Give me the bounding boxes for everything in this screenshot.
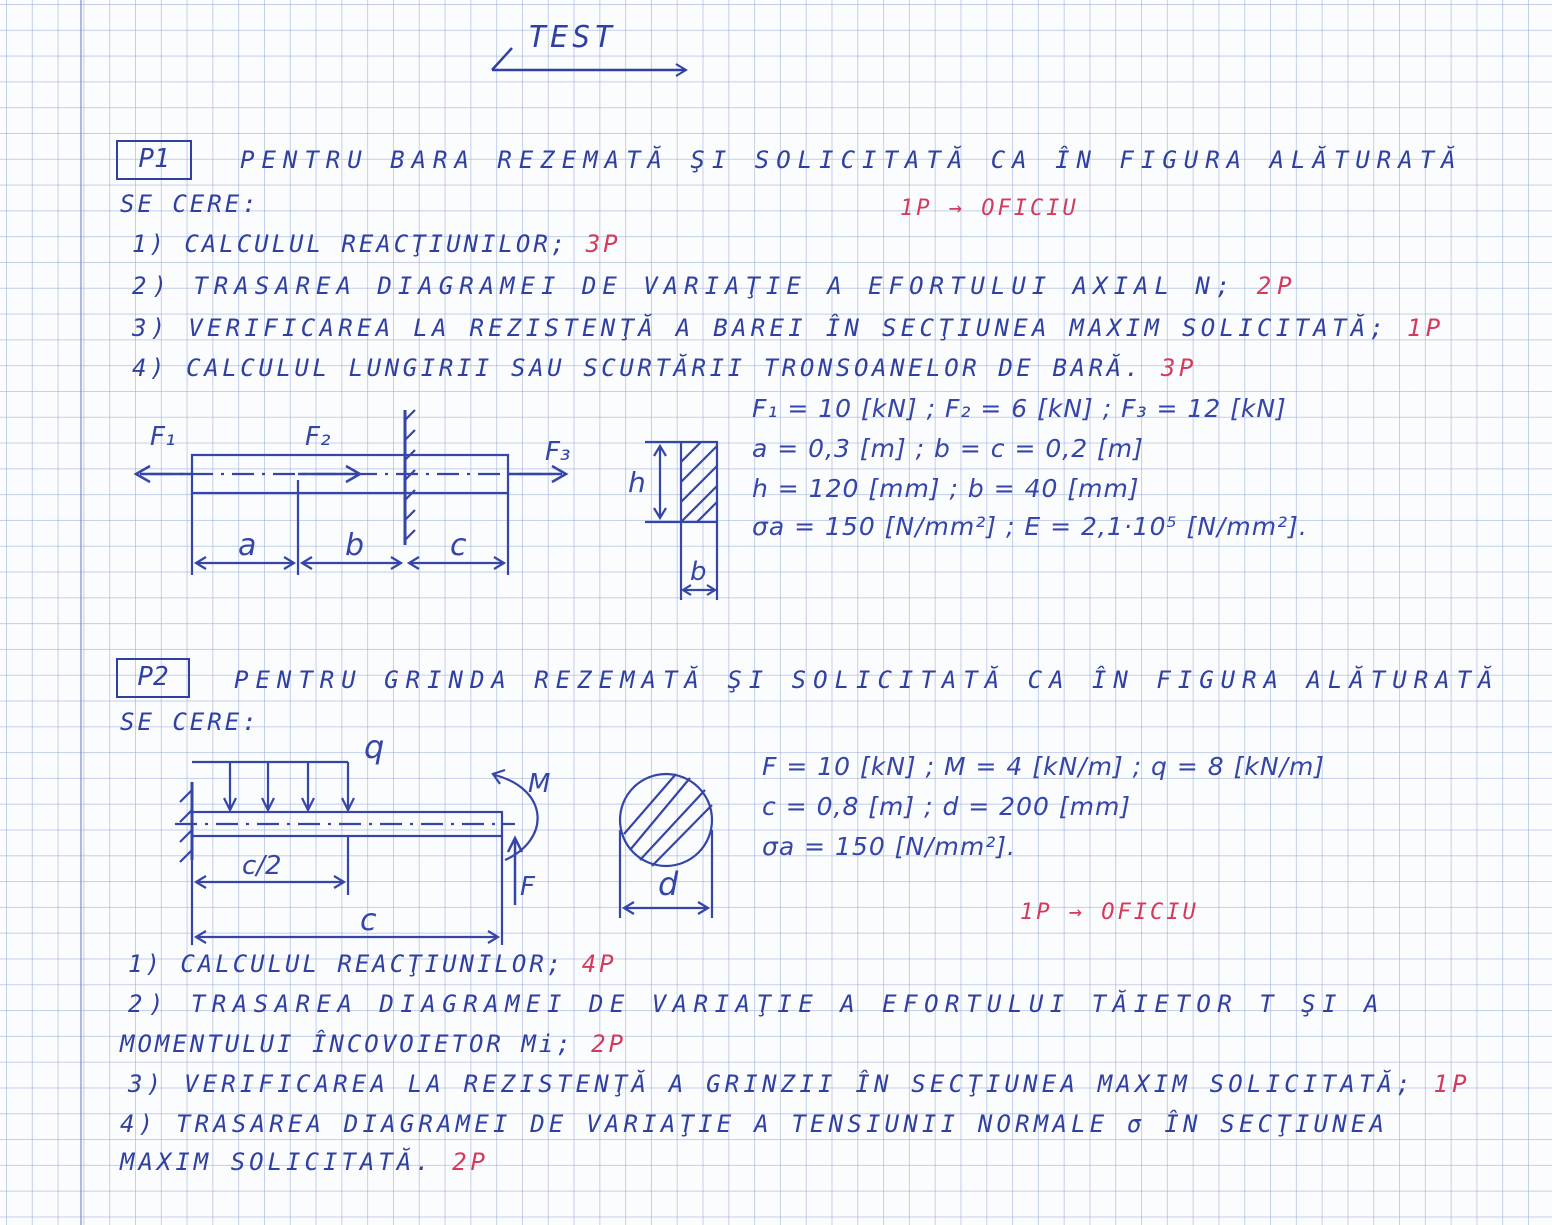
problem-2-oficiu: 1P → OFICIU: [1020, 900, 1199, 925]
p1-fig-label-c: c: [450, 528, 467, 563]
p2-fig-label-c: c: [360, 903, 377, 938]
p1-item-1-points: 3P: [585, 230, 621, 258]
page-title: TEST: [528, 20, 617, 55]
p2-fig-label-d: d: [658, 865, 679, 903]
p2-fig-label-c-half: c/2: [242, 851, 282, 881]
problem-2-se-cere: SE CERE:: [120, 708, 260, 736]
p2-data-line-1: F = 10 [kN] ; M = 4 [kN/m] ; q = 8 [kN/m]: [762, 752, 1326, 781]
p1-item-4-text: 4) CALCULUL LUNGIRII SAU SCURTĂRII TRONSOANELOR DE BARĂ.: [132, 354, 1143, 382]
p1-fig-label-a: a: [238, 528, 257, 563]
p2-fig-label-f: F: [520, 872, 535, 902]
p1-data-line-1: F₁ = 10 [kN] ; F₂ = 6 [kN] ; F₃ = 12 [kN]: [752, 394, 1287, 423]
p1-item-2-points: 2P: [1256, 272, 1298, 300]
p2-fig-label-q: q: [364, 728, 385, 766]
p2-item-2-text: 2) TRASAREA DIAGRAMEI DE VARIAŢIE A EFORTULUI TĂIETOR T ŞI A: [128, 990, 1385, 1018]
p2-item-1: [128, 950, 617, 978]
p2-item-1-points: 4P: [581, 950, 617, 978]
p1-fig-label-b-section: b: [690, 557, 707, 587]
p1-fig-label-f3: F₃: [545, 437, 571, 467]
p1-data-line-4: σa = 150 [N/mm²] ; E = 2,1·10⁵ [N/mm²].: [752, 512, 1308, 541]
p1-fig-label-f2: F₂: [305, 422, 331, 452]
p1-item-4-points: 3P: [1160, 354, 1197, 382]
p2-item-4: [120, 1110, 1388, 1138]
p2-item-4-text: 4) TRASAREA DIAGRAMEI DE VARIAŢIE A TENSIUNII NORMALE σ ÎN SECŢIUNEA: [120, 1110, 1389, 1138]
p1-item-2-text: 2) TRASAREA DIAGRAMEI DE VARIAŢIE A EFORTULUI AXIAL N;: [132, 272, 1237, 300]
problem-1-intro: PENTRU BARA REZEMATĂ ŞI SOLICITATĂ CA ÎN FIGURA ALĂTURATĂ: [240, 146, 1463, 174]
p1-fig-label-b: b: [345, 528, 365, 563]
p2-item-2-cont-text: MOMENTULUI ÎNCOVOIETOR Mi;: [120, 1030, 574, 1058]
p2-item-2-cont: [120, 1030, 626, 1058]
p1-item-3-points: 1P: [1406, 314, 1445, 342]
p2-item-3: [128, 1070, 1471, 1098]
p2-item-2: [128, 990, 1385, 1018]
p2-item-4-cont-text: MAXIM SOLICITATĂ.: [120, 1148, 434, 1176]
p2-item-3-points: 1P: [1433, 1070, 1471, 1098]
p2-item-1-text: 1) CALCULUL REACŢIUNILOR;: [128, 950, 565, 978]
p1-item-1-text: 1) CALCULUL REACŢIUNILOR;: [132, 230, 569, 258]
p1-fig-label-f1: F₁: [150, 422, 176, 452]
p2-item-2-points-value: 2P: [591, 1030, 627, 1058]
problem-2-label: P2: [116, 658, 190, 698]
p2-item-4-cont: [120, 1148, 489, 1176]
p1-item-3-text: 3) VERIFICAREA LA REZISTENŢĂ A BAREI ÎN SECŢIUNEA MAXIM SOLICITATĂ;: [132, 314, 1389, 342]
p2-data-line-2: c = 0,8 [m] ; d = 200 [mm]: [762, 792, 1132, 821]
problem-1-se-cere: SE CERE:: [120, 190, 260, 218]
p2-fig-label-m: M: [528, 769, 551, 799]
p1-fig-label-h: h: [628, 466, 646, 499]
problem-2-intro: PENTRU GRINDA REZEMATĂ ŞI SOLICITATĂ CA ÎN FIGURA ALĂTURATĂ: [234, 666, 1500, 694]
p2-item-4-points: 2P: [452, 1148, 489, 1176]
p1-data-line-3: h = 120 [mm] ; b = 40 [mm]: [752, 474, 1140, 503]
p2-item-3-text: 3) VERIFICAREA LA REZISTENŢĂ A GRINZII ÎN SECŢIUNEA MAXIM SOLICITATĂ;: [128, 1070, 1415, 1098]
p1-data-line-2: a = 0,3 [m] ; b = c = 0,2 [m]: [752, 434, 1144, 463]
problem-1-label: P1: [116, 140, 192, 180]
problem-1-oficiu: 1P → OFICIU: [900, 196, 1079, 221]
p2-data-line-3: σa = 150 [N/mm²].: [762, 832, 1016, 861]
